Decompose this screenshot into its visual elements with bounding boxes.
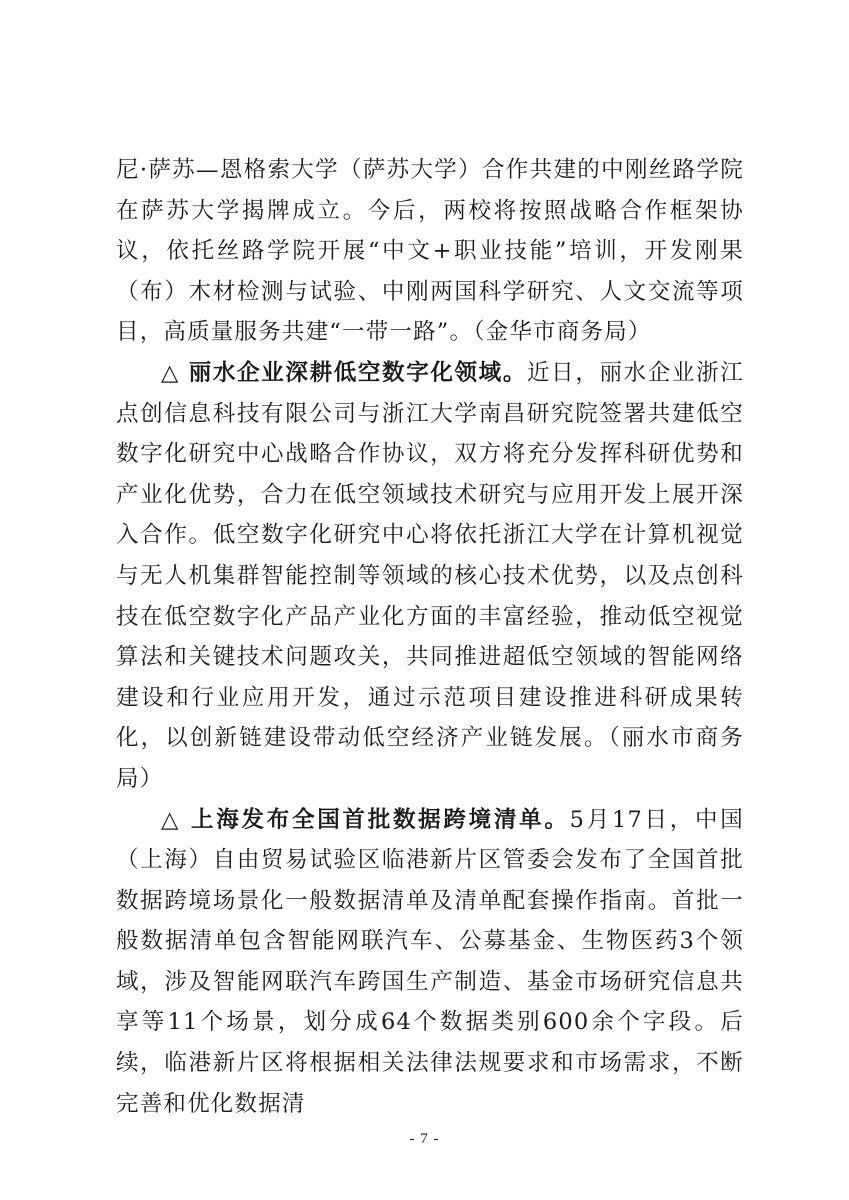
triangle-bullet-icon: △	[161, 806, 182, 833]
page-number: - 7 -	[409, 1131, 440, 1147]
paragraph-heading: 丽水企业深耕低空数字化领域。	[188, 359, 527, 386]
paragraph-lishui	[116, 353, 744, 800]
paragraph-body: 5月17日，中国（上海）自由贸易试验区临港新片区管委会发布了全国首批数据跨境场景化一般数据清单及清单配套操作指南。首批一般数据清单包含智能网联汽车、公募基金、生物医药3个领域，涉及智能网联汽车跨国生产制造、基金市场研究信息共享等11个场景，划分成64个数据类别600余个字段。后续，临港新片区将根据相关法律法规要求和市场需求，不断完善和优化数据清	[116, 806, 744, 1117]
paragraph-shanghai	[116, 800, 744, 1125]
paragraph-continued	[116, 150, 744, 353]
body-text	[116, 150, 744, 1124]
triangle-bullet-icon: △	[161, 359, 180, 386]
paragraph-body: 近日，丽水企业浙江点创信息科技有限公司与浙江大学南昌研究院签署共建低空数字化研究中心战略合作协议，双方将充分发挥科研优势和产业化优势，合力在低空领域技术研究与应用开发上展开深入合作。低空数字化研究中心将依托浙江大学在计算机视觉与无人机集群智能控制等领域的核心技术优势，以及点创科技在低空数字化产品产业化方面的丰富经验，推动低空视觉算法和关键技术问题攻关，共同推进超低空领域的智能网络建设和行业应用开发，通过示范项目建设推进科研成果转化，以创新链建设带动低空经济产业链发展。（丽水市商务局）	[116, 359, 744, 792]
paragraph-body: 尼·萨苏—恩格索大学（萨苏大学）合作共建的中刚丝路学院在萨苏大学揭牌成立。今后，两校将按照战略合作框架协议，依托丝路学院开展“中文+职业技能”培训，开发刚果（布）木材检测与试验、中刚两国科学研究、人文交流等项目，高质量服务共建“一带一路”。（金华市商务局）	[116, 157, 744, 346]
paragraph-heading: 上海发布全国首批数据跨境清单。	[190, 806, 570, 833]
